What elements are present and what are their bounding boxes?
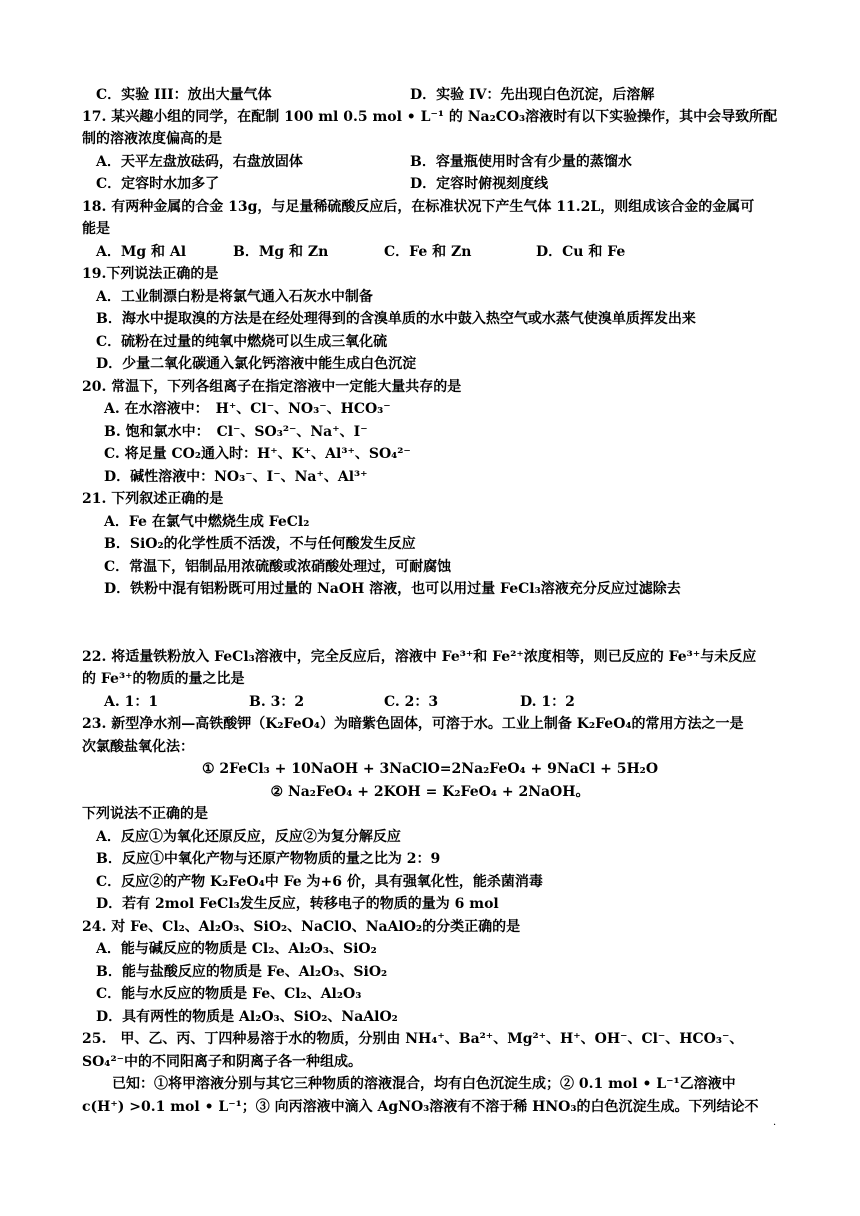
option-d: D. 1：2 bbox=[520, 694, 575, 710]
option-d: D．若有 2mol FeCl₃发生反应，转移电子的物质的量为 6 mol bbox=[96, 896, 499, 912]
text-line: 已知：①将甲溶液分别与其它三种物质的溶液混合，均有白色沉淀生成；② 0.1 mol • L⁻¹乙溶液中 bbox=[112, 1076, 736, 1092]
option-c: C．定容时水加多了 bbox=[96, 176, 220, 192]
question-22: 22. 将适量铁粉放入 FeCl₃溶液中，完全反应后，溶液中 Fe³⁺和 Fe²⁺浓度相等，则已反应的 Fe³⁺与未反应 bbox=[82, 649, 757, 665]
question-18: 18. 有两种金属的合金 13g，与足量稀硫酸反应后，在标准状况下产生气体 11.2L，则组成该合金的金属可 bbox=[82, 199, 755, 215]
option-b: B. 3：2 bbox=[249, 694, 305, 710]
question-21: 21. 下列叙述正确的是 bbox=[82, 491, 224, 507]
text-line: 下列说法不正确的是 bbox=[82, 806, 208, 822]
text-line: 能是 bbox=[82, 221, 110, 237]
option-c: C．实验 III：放出大量气体 bbox=[96, 87, 272, 103]
text-line: 制的溶液浓度偏高的是 bbox=[82, 131, 222, 147]
option-a: A．工业制漂白粉是将氯气通入石灰水中制备 bbox=[96, 289, 373, 305]
option-d: D．定容时俯视刻度线 bbox=[410, 176, 549, 192]
option-c: C．Fe 和 Zn bbox=[384, 244, 472, 260]
option-a: A．Fe 在氯气中燃烧生成 FeCl₂ bbox=[104, 514, 310, 530]
option-c: C．能与水反应的物质是 Fe、Cl₂、Al₂O₃ bbox=[96, 986, 362, 1002]
question-17: 17. 某兴趣小组的同学，在配制 100 ml 0.5 mol • L⁻¹ 的 Na₂CO₃溶液时有以下实验操作，其中会导致所配 bbox=[82, 109, 778, 125]
text-line: SO₄²⁻中的不同阳离子和阴离子各一种组成。 bbox=[82, 1054, 362, 1070]
option-b: B．反应①中氧化产物与还原产物物质的量之比为 2：9 bbox=[96, 851, 441, 867]
option-d: D．铁粉中混有铝粉既可用过量的 NaOH 溶液，也可以用过量 FeCl₃溶液充分反应过滤除去 bbox=[104, 581, 681, 597]
option-b: B．SiO₂的化学性质不活泼，不与任何酸发生反应 bbox=[104, 536, 416, 552]
option-a: A．反应①为氧化还原反应，反应②为复分解反应 bbox=[96, 829, 401, 845]
option-a: A. 在水溶液中： H⁺、Cl⁻、NO₃⁻、HCO₃⁻ bbox=[104, 401, 391, 417]
option-c: C．常温下，铝制品用浓硫酸或浓硝酸处理过，可耐腐蚀 bbox=[104, 559, 452, 575]
option-c: C. 2：3 bbox=[384, 694, 439, 710]
option-b: B．能与盐酸反应的物质是 Fe、Al₂O₃、SiO₂ bbox=[96, 964, 388, 980]
equation-1: ① 2FeCl₃ + 10NaOH + 3NaClO=2Na₂FeO₄ + 9NaCl + 5H₂O bbox=[201, 761, 659, 777]
equation-2: ② Na₂FeO₄ + 2KOH = K₂FeO₄ + 2NaOH。 bbox=[270, 784, 590, 800]
question-24: 24. 对 Fe、Cl₂、Al₂O₃、SiO₂、NaClO、NaAlO₂的分类正确的是 bbox=[82, 919, 521, 935]
option-d: D．Cu 和 Fe bbox=[536, 244, 626, 260]
option-d: D．碱性溶液中：NO₃⁻、I⁻、Na⁺、Al³⁺ bbox=[104, 469, 368, 485]
question-25: 25. 甲、乙、丙、丁四种易溶于水的物质，分别由 NH₄⁺、Ba²⁺、Mg²⁺、H⁺、OH⁻、Cl⁻、HCO₃⁻、 bbox=[82, 1031, 744, 1047]
option-d: D．实验 IV：先出现白色沉淀，后溶解 bbox=[410, 87, 655, 103]
dot-mark: · bbox=[773, 1120, 777, 1131]
text-line: 的 Fe³⁺的物质的量之比是 bbox=[82, 671, 245, 687]
option-d: D．少量二氧化碳通入氯化钙溶液中能生成白色沉淀 bbox=[96, 356, 417, 372]
question-23: 23. 新型净水剂—高铁酸钾（K₂FeO₄）为暗紫色固体，可溶于水。工业上制备 K₂FeO₄的常用方法之一是 bbox=[82, 716, 744, 732]
option-c: C．反应②的产物 K₂FeO₄中 Fe 为+6 价，具有强氧化性，能杀菌消毒 bbox=[96, 874, 543, 890]
option-d: D．具有两性的物质是 Al₂O₃、SiO₂、NaAlO₂ bbox=[96, 1009, 398, 1025]
option-b: B. 饱和氯水中： Cl⁻、SO₃²⁻、Na⁺、I⁻ bbox=[104, 424, 368, 440]
option-b: B．Mg 和 Zn bbox=[233, 244, 329, 260]
option-b: B．容量瓶使用时含有少量的蒸馏水 bbox=[410, 154, 632, 170]
option-a: A．能与碱反应的物质是 Cl₂、Al₂O₃、SiO₂ bbox=[96, 941, 377, 957]
text-line: 次氯酸盐氧化法： bbox=[82, 739, 194, 755]
question-20: 20. 常温下，下列各组离子在指定溶液中一定能大量共存的是 bbox=[82, 379, 462, 395]
option-c: C. 将足量 CO₂通入时：H⁺、K⁺、Al³⁺、SO₄²⁻ bbox=[104, 446, 411, 462]
option-a: A．天平左盘放砝码，右盘放固体 bbox=[96, 154, 303, 170]
option-c: C．硫粉在过量的纯氧中燃烧可以生成三氧化硫 bbox=[96, 334, 388, 350]
option-a: A．Mg 和 Al bbox=[96, 244, 187, 260]
option-a: A. 1：1 bbox=[104, 694, 159, 710]
text-line: c(H⁺) >0.1 mol • L⁻¹；③ 向丙溶液中滴入 AgNO₃溶液有不溶于稀 HNO₃的白色沉淀生成。下列结论不 bbox=[82, 1099, 759, 1115]
option-b: B．海水中提取溴的方法是在经处理得到的含溴单质的水中鼓入热空气或水蒸气使溴单质挥发出来 bbox=[96, 311, 696, 327]
question-19: 19.下列说法正确的是 bbox=[82, 266, 219, 282]
